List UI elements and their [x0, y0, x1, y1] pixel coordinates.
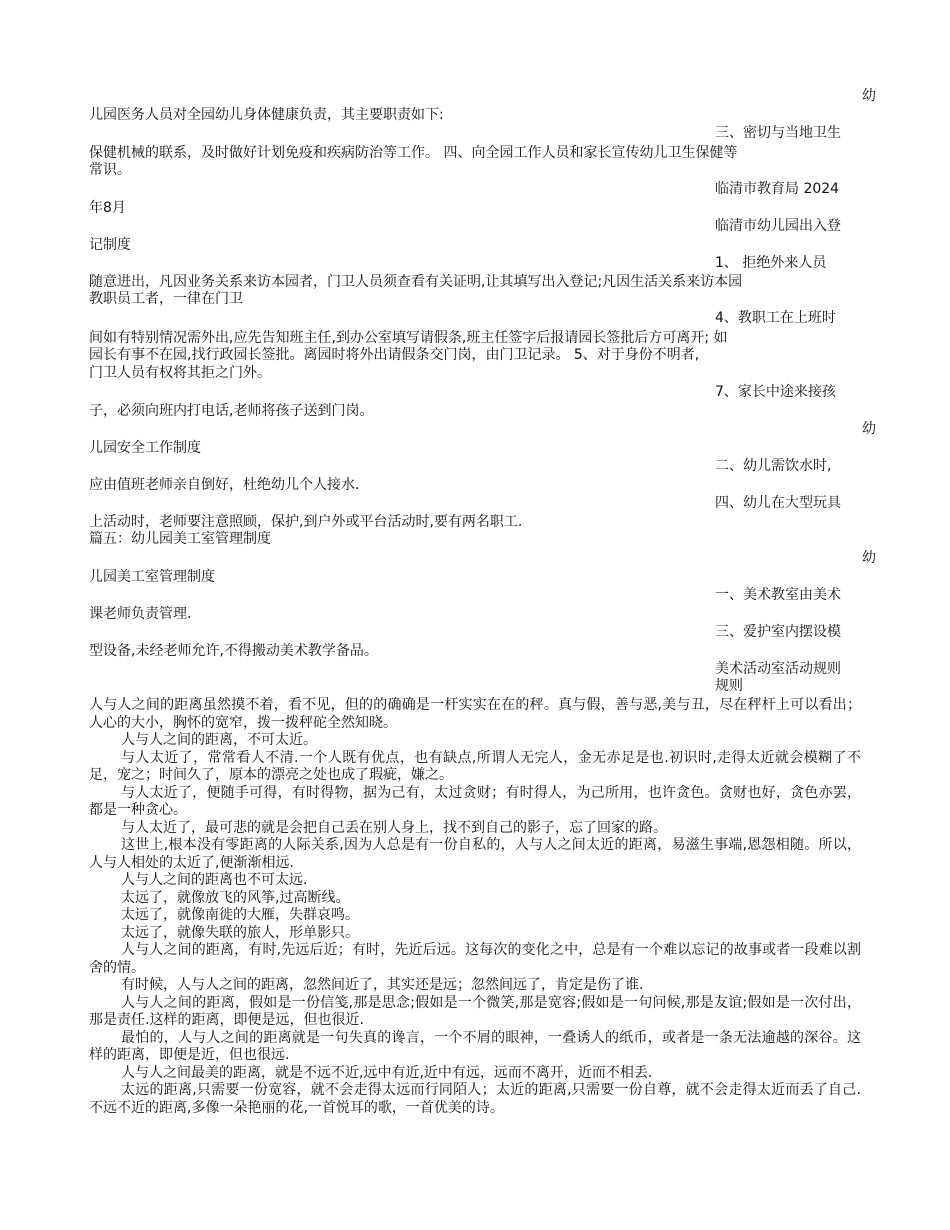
- text-line: 应由值班老师亲自倒好，杜绝幼儿个人接水.: [89, 477, 360, 493]
- text-line: 规则: [715, 678, 743, 694]
- essay-paragraph: 人与人之间的距离，不可太近。: [121, 732, 317, 748]
- text-line: 幼: [862, 88, 876, 104]
- text-line: 临清市幼儿园出入登: [715, 218, 841, 234]
- essay-paragraph: 人与人之间的距离也不可太远.: [121, 872, 308, 888]
- essay-paragraph: 太远了，就像失联的旅人，形单影只。: [121, 924, 359, 941]
- essay-paragraph: 与人太近了，常常看人不清.一个人既有优点，也有缺点,所谓人无完人，金无赤足是也.初识时,走得太近就会模糊了不足，宠之；时间久了，原本的漂亮之处也成了瑕疵，嫌之。: [89, 749, 861, 783]
- text-line: 幼: [862, 421, 876, 437]
- essay-paragraph: 与人太近了，便随手可得，有时得物，据为己有，太过贪财；有时得人，为己所用，也许贪色。贪财也好，贪色亦罢，都是一种贪心。: [89, 784, 861, 818]
- essay-paragraph: 太远了，就像南徙的大雁，失群哀鸣。: [121, 907, 359, 923]
- text-line: 4、教职工在上班时: [715, 310, 836, 326]
- text-line: 年8月: [89, 200, 126, 216]
- text-line: 四、幼儿在大型玩具: [715, 495, 841, 511]
- text-line: 一、美术教室由美术: [715, 587, 841, 603]
- essay-paragraph: 太远了，就像放飞的风筝,过高断线。: [121, 889, 350, 906]
- text-line: 记制度: [89, 237, 131, 253]
- essay-paragraph: 人与人之间最美的距离，就是不远不近,远中有近,近中有远，远而不离开，近而不相丢.: [121, 1064, 653, 1081]
- text-line: 上活动时，老师要注意照顾，保护,到户外或平台活动时,要有两名职工.: [89, 514, 523, 530]
- text-line: 园长有事不在园,找行政园长签批。离园时将外出请假条交门岗，由门卫记录。 5、对于身份不明者,: [89, 347, 700, 363]
- text-line: 三、密切与当地卫生: [715, 125, 841, 141]
- essay-paragraph: 这世上,根本没有零距离的人际关系,因为人总是有一份自私的，人与人之间太近的距离，易滋生事端,恩怨相随。所以，人与人相处的太近了,便渐渐相远.: [89, 837, 861, 871]
- text-line: 儿园医务人员对全园幼儿身体健康负责，其主要职责如下:: [89, 107, 444, 123]
- essay-paragraph: 人与人之间的距离，假如是一份信笺,那是思念;假如是一个微笑,那是宽容;假如是一句问候,那是友谊;假如是一次付出，那是责任.这样的距离，即便是远，但也很近.: [89, 994, 861, 1028]
- essay-paragraph: 人与人之间的距离，有时,先远后近；有时，先近后远。这每次的变化之中，总是有一个难以忘记的故事或者一段难以割舍的情。: [89, 942, 861, 976]
- text-line: 常识。: [89, 162, 131, 178]
- text-line: 子，必须向班内打电话,老师将孩子送到门岗。: [89, 403, 374, 419]
- section-heading: 儿园安全工作制度: [89, 440, 201, 456]
- essay-paragraph: 有时候，人与人之间的距离，忽然间近了，其实还是远；忽然间远了，肯定是伤了谁.: [121, 977, 644, 993]
- text-line: 教职员工者，一律在门卫: [89, 291, 243, 307]
- essay-paragraph: 与人太近了，最可悲的就是会把自己丢在别人身上，找不到自己的影子，忘了回家的路。: [121, 819, 667, 836]
- text-line: 美术活动室活动规则: [715, 661, 841, 677]
- text-line: 二、幼儿需饮水时,: [715, 458, 832, 474]
- text-line: 1、 拒绝外来人员: [715, 255, 827, 271]
- essay-paragraph: 最怕的，人与人之间的距离就是一句失真的谗言，一个不屑的眼神，一叠诱人的纸币，或者是一条无法逾越的深谷。这样的距离，即便是近，但也很远.: [89, 1029, 861, 1063]
- text-line: 型设备,未经老师允许,不得搬动美术教学备品。: [89, 643, 378, 659]
- essay-paragraph: 太远的距离,只需要一份宽容，就不会走得太远而行同陌人；太近的距离,只需要一份自尊，就不会走得太近而丢了自己.不远不近的距离,多像一朵艳丽的花,一首悦耳的歌，一首优美的诗。: [89, 1082, 861, 1116]
- essay-body: [89, 697, 861, 1117]
- text-line: 三、爱护室内摆设模: [715, 624, 841, 640]
- essay-paragraph: 人与人之间的距离虽然摸不着，看不见，但的的确确是一杆实实在在的秤。真与假，善与恶,美与丑，尽在秤杆上可以看出；人心的大小，胸怀的宽窄，拨一拨秤砣全然知晓。: [89, 697, 861, 731]
- section-heading: 篇五：幼儿园美工室管理制度: [89, 531, 271, 547]
- text-line: 临清市教育局 2024: [715, 181, 840, 197]
- text-line: 门卫人员有权将其拒之门外。: [89, 365, 271, 381]
- text-line: 幼: [862, 550, 876, 566]
- text-line: 随意进出，凡因业务关系来访本园者，门卫人员须查看有关证明,让其填写出入登记;凡因生活关系来访本园: [89, 274, 743, 290]
- section-heading: 儿园美工室管理制度: [89, 569, 215, 585]
- text-line: 课老师负责管理.: [89, 606, 192, 622]
- text-line: 7、家长中途来接孩: [715, 384, 836, 400]
- text-line: 保健机械的联系，及时做好计划免疫和疾病防治等工作。 四、向全园工作人员和家长宣传幼儿卫生保健等: [89, 145, 738, 161]
- text-line: 间如有特别情况需外出,应先告知班主任,到办公室填写请假条,班主任签字后报请园长签批后方可离开; 如: [89, 330, 728, 346]
